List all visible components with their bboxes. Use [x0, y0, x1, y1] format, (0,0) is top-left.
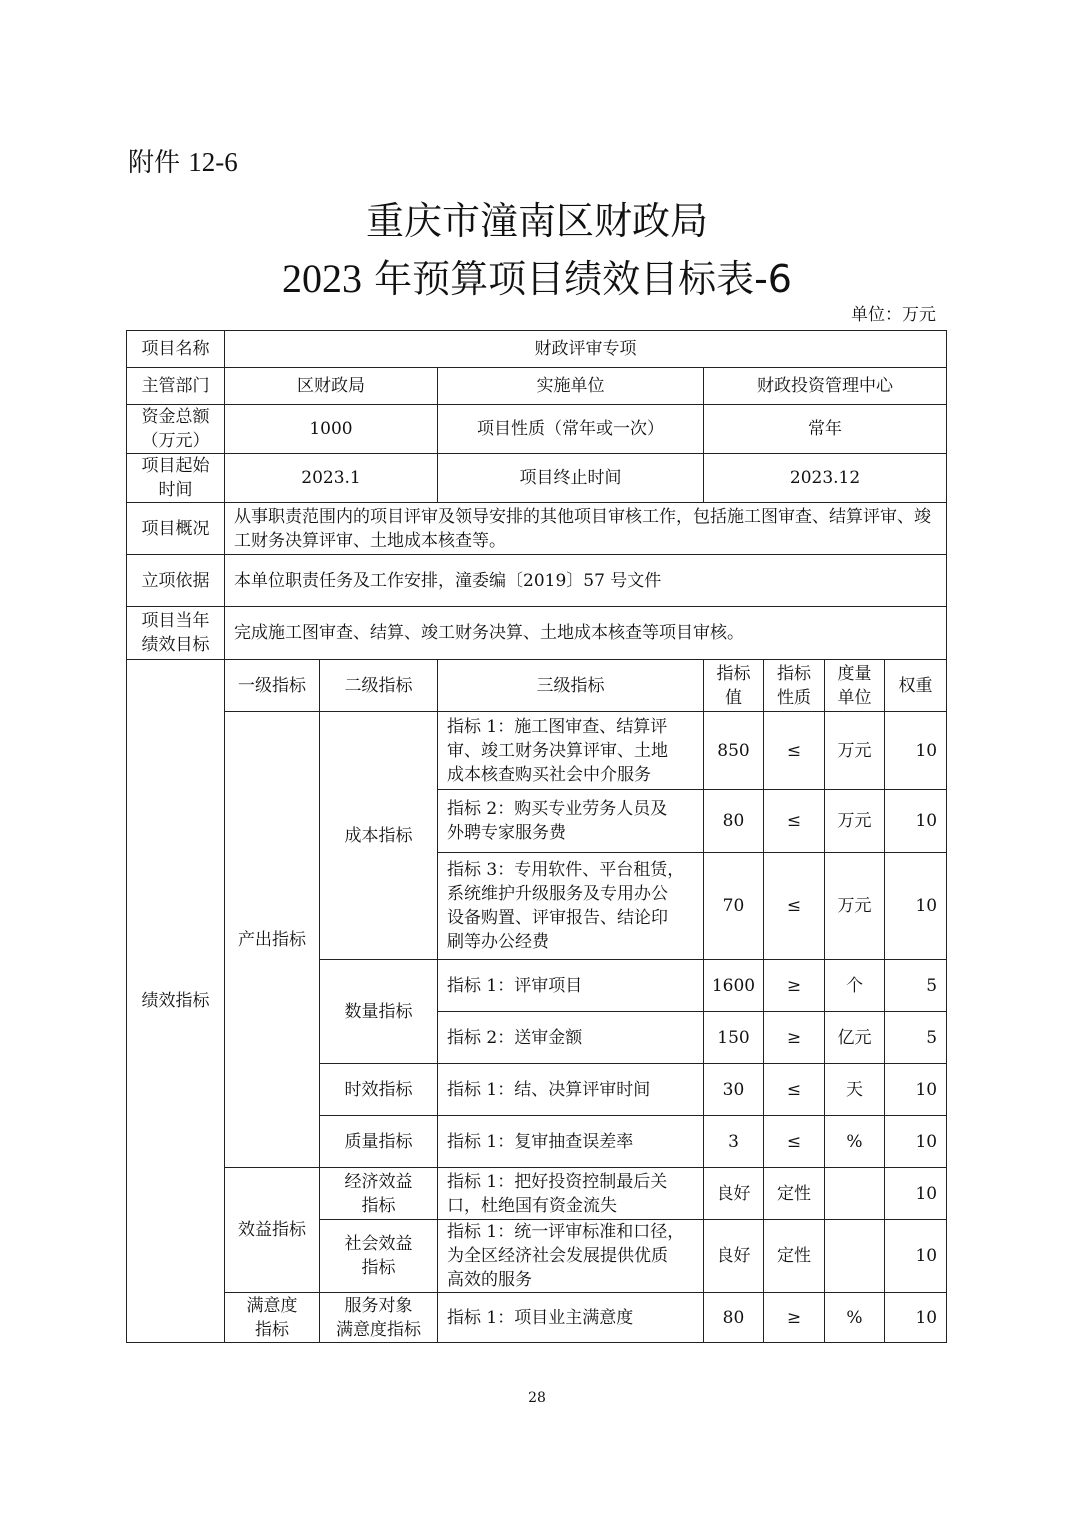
indicator-weight: 10	[885, 790, 947, 853]
end-label: 项目终止时间	[438, 454, 704, 503]
indicator-weight: 5	[885, 1012, 947, 1064]
service-label: 服务对象 满意度指标	[320, 1293, 438, 1343]
perf-label: 绩效指标	[127, 660, 225, 1343]
indicator-nature: 定性	[764, 1220, 825, 1293]
satisfaction-label: 满意度 指标	[225, 1293, 320, 1343]
start-label: 项目起始 时间	[127, 454, 225, 503]
impl-value: 财政投资管理中心	[704, 368, 947, 405]
attachment-number: 12-6	[188, 147, 238, 177]
indicator-nature: ≤	[764, 853, 825, 960]
row-funds	[127, 405, 947, 454]
indicator-text: 指标 1：评审项目	[438, 960, 704, 1012]
performance-table	[126, 330, 947, 1343]
row-goal	[127, 607, 947, 660]
title-year: 2023	[282, 256, 362, 301]
goal-text: 完成施工图审查、结算、竣工财务决算、土地成本核查等项目审核。	[225, 607, 947, 660]
indicator-nature: ≤	[764, 790, 825, 853]
header-weight: 权重	[885, 660, 947, 712]
attachment-label: 附件 12-6	[128, 147, 238, 178]
time-label: 时效指标	[320, 1064, 438, 1116]
indicator-text: 指标 2：购买专业劳务人员及 外聘专家服务费	[438, 790, 704, 853]
dept-value: 区财政局	[225, 368, 438, 405]
table-row	[127, 712, 947, 790]
project-name: 财政评审专项	[225, 331, 947, 368]
title-line-2: 2023 年预算项目绩效目标表-6	[282, 256, 792, 301]
nature-value: 常年	[704, 405, 947, 454]
indicator-value: 150	[704, 1012, 764, 1064]
row-dates	[127, 454, 947, 503]
row-perf-header	[127, 660, 947, 712]
indicator-weight: 10	[885, 1220, 947, 1293]
indicator-weight: 10	[885, 1064, 947, 1116]
indicator-unit	[825, 1220, 885, 1293]
indicator-nature: ≤	[764, 1116, 825, 1168]
indicator-unit: 万元	[825, 712, 885, 790]
header-l1: 一级指标	[225, 660, 320, 712]
econ-label: 经济效益 指标	[320, 1168, 438, 1220]
indicator-value: 良好	[704, 1168, 764, 1220]
indicator-text: 指标 1：施工图审查、结算评 审、竣工财务决算评审、土地 成本核查购买社会中介服务	[438, 712, 704, 790]
indicator-nature: ≥	[764, 1012, 825, 1064]
project-name-label: 项目名称	[127, 331, 225, 368]
quality-label: 质量指标	[320, 1116, 438, 1168]
indicator-text: 指标 1：复审抽查误差率	[438, 1116, 704, 1168]
indicator-unit: %	[825, 1116, 885, 1168]
indicator-unit: %	[825, 1293, 885, 1343]
benefit-label: 效益指标	[225, 1168, 320, 1293]
indicator-weight: 10	[885, 1116, 947, 1168]
indicator-value: 3	[704, 1116, 764, 1168]
quantity-label: 数量指标	[320, 960, 438, 1064]
cost-label: 成本指标	[320, 712, 438, 960]
indicator-nature: ≤	[764, 1064, 825, 1116]
indicator-unit: 亿元	[825, 1012, 885, 1064]
impl-label: 实施单位	[438, 368, 704, 405]
title-line-1: 重庆市潼南区财政局	[365, 199, 708, 243]
dept-label: 主管部门	[127, 368, 225, 405]
row-project-name	[127, 331, 947, 368]
indicator-value: 80	[704, 790, 764, 853]
indicator-unit	[825, 1168, 885, 1220]
indicator-text: 指标 1：统一评审标准和口径， 为全区经济社会发展提供优质 高效的服务	[438, 1220, 704, 1293]
indicator-nature: 定性	[764, 1168, 825, 1220]
header-nature: 指标 性质	[764, 660, 825, 712]
row-overview	[127, 503, 947, 555]
table-row	[127, 1293, 947, 1343]
indicator-value: 80	[704, 1293, 764, 1343]
end-value: 2023.12	[704, 454, 947, 503]
funds-label: 资金总额 （万元）	[127, 405, 225, 454]
indicator-value: 30	[704, 1064, 764, 1116]
indicator-weight: 5	[885, 960, 947, 1012]
indicator-nature: ≥	[764, 1293, 825, 1343]
indicator-weight: 10	[885, 712, 947, 790]
header-value: 指标 值	[704, 660, 764, 712]
indicator-value: 1600	[704, 960, 764, 1012]
goal-label: 项目当年 绩效目标	[127, 607, 225, 660]
indicator-weight: 10	[885, 853, 947, 960]
overview-text: 从事职责范围内的项目评审及领导安排的其他项目审核工作，包括施工图审查、结算评审、竣工财务决算评审、土地成本核查等。	[225, 503, 947, 555]
header-l3: 三级指标	[438, 660, 704, 712]
page-number: 28	[528, 1390, 546, 1406]
indicator-weight: 10	[885, 1168, 947, 1220]
unit-note: 单位：万元	[851, 305, 936, 325]
overview-label: 项目概况	[127, 503, 225, 555]
indicator-text: 指标 1：把好投资控制最后关 口，杜绝国有资金流失	[438, 1168, 704, 1220]
indicator-text: 指标 1：结、决算评审时间	[438, 1064, 704, 1116]
table-row	[127, 1168, 947, 1220]
indicator-unit: 万元	[825, 790, 885, 853]
header-unit: 度量 单位	[825, 660, 885, 712]
start-value: 2023.1	[225, 454, 438, 503]
indicator-text: 指标 3：专用软件、平台租赁， 系统维护升级服务及专用办公 设备购置、评审报告、结论印 刷等办公经费	[438, 853, 704, 960]
funds-value: 1000	[225, 405, 438, 454]
indicator-text: 指标 1：项目业主满意度	[438, 1293, 704, 1343]
nature-label: 项目性质（常年或一次）	[438, 405, 704, 454]
output-label: 产出指标	[225, 712, 320, 1168]
indicator-text: 指标 2：送审金额	[438, 1012, 704, 1064]
indicator-nature: ≥	[764, 960, 825, 1012]
indicator-unit: 天	[825, 1064, 885, 1116]
social-label: 社会效益 指标	[320, 1220, 438, 1293]
row-basis	[127, 555, 947, 607]
indicator-value: 850	[704, 712, 764, 790]
indicator-unit: 个	[825, 960, 885, 1012]
indicator-nature: ≤	[764, 712, 825, 790]
indicator-value: 70	[704, 853, 764, 960]
indicator-weight: 10	[885, 1293, 947, 1343]
basis-text: 本单位职责任务及工作安排，潼委编〔2019〕57 号文件	[225, 555, 947, 607]
indicator-value: 良好	[704, 1220, 764, 1293]
indicator-unit: 万元	[825, 853, 885, 960]
row-dept	[127, 368, 947, 405]
basis-label: 立项依据	[127, 555, 225, 607]
header-l2: 二级指标	[320, 660, 438, 712]
